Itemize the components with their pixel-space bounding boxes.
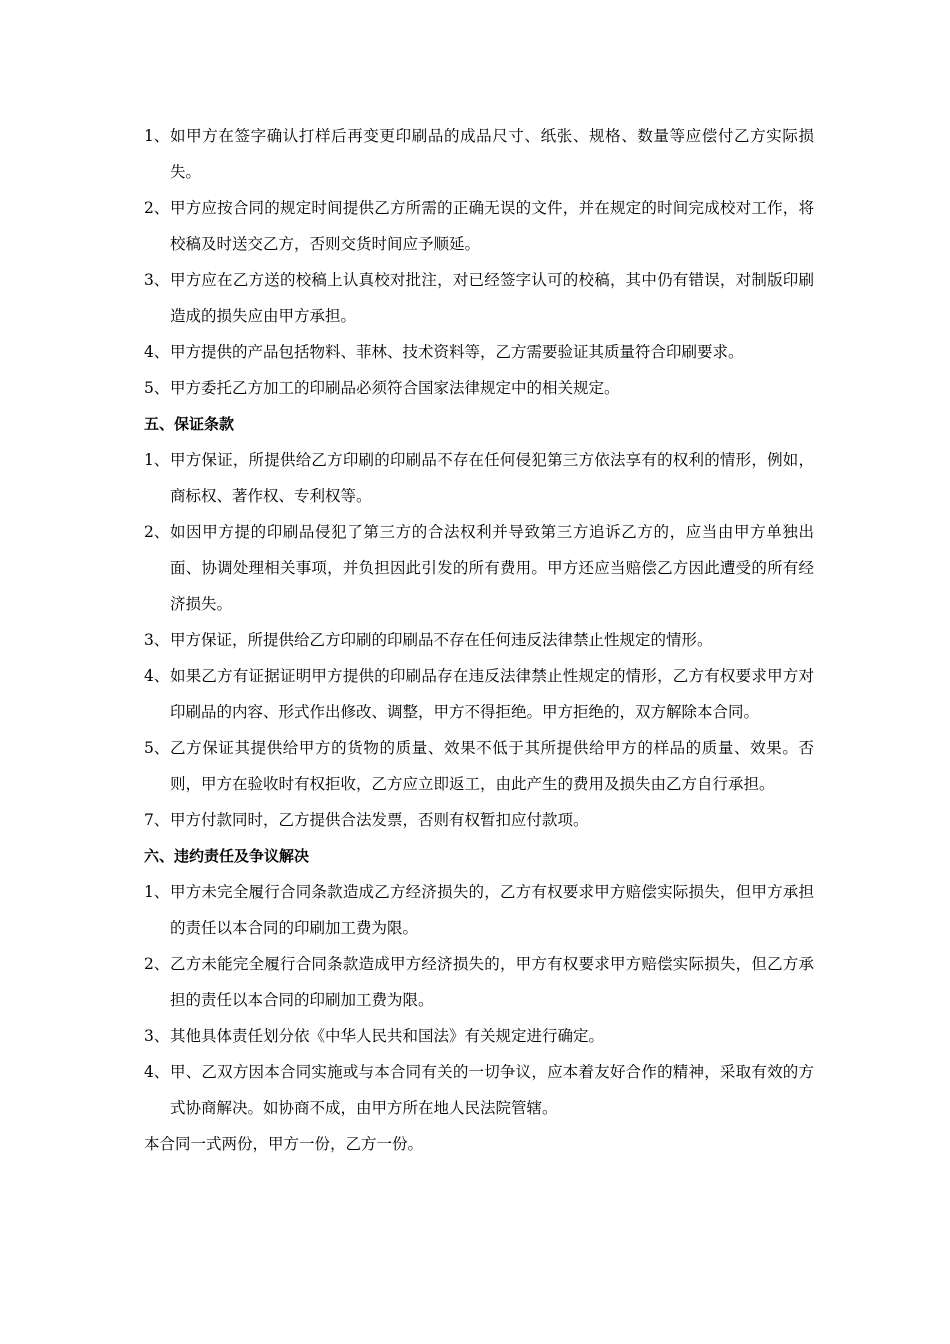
clause-text: 其他具体责任划分依《中华人民共和国法》有关规定进行确定。 (170, 1027, 605, 1045)
clause-5-2 (144, 514, 814, 622)
clause-text: 甲方保证，所提供给乙方印刷的印刷品不存在任何违反法律禁止性规定的情形。 (170, 631, 713, 649)
clause-5-4 (144, 658, 814, 730)
clause-4-1 (144, 118, 814, 190)
clause-number: 4、 (144, 343, 170, 361)
clause-text: 甲方未完全履行合同条款造成乙方经济损失的，乙方有权要求甲方赔偿实际损失，但甲方承担的责任以本合同的印刷加工费为限。 (170, 883, 814, 937)
clause-text: 乙方保证其提供给甲方的货物的质量、效果不低于其所提供给甲方的样品的质量、效果。否则，甲方在验收时有权拒收，乙方应立即返工，由此产生的费用及损失由乙方自行承担。 (170, 739, 814, 793)
clause-6-3 (144, 1018, 814, 1054)
contract-body (144, 118, 814, 1162)
clause-text: 甲方提供的产品包括物料、菲林、技术资料等，乙方需要验证其质量符合印刷要求。 (170, 343, 744, 361)
section-heading-guarantee: 五、保证条款 (144, 415, 235, 433)
clause-text: 甲方保证，所提供给乙方印刷的印刷品不存在任何侵犯第三方依法享有的权利的情形，例如，商标权、著作权、专利权等。 (170, 451, 814, 505)
clause-4-4 (144, 334, 814, 370)
section-heading-liability: 六、违约责任及争议解决 (144, 847, 310, 865)
clause-text: 甲方应在乙方送的校稿上认真校对批注，对已经签字认可的校稿，其中仍有错误，对制版印刷造成的损失应由甲方承担。 (170, 271, 814, 325)
clause-number: 2、 (144, 955, 170, 973)
clause-text: 如果乙方有证据证明甲方提供的印刷品存在违反法律禁止性规定的情形，乙方有权要求甲方对印刷品的内容、形式作出修改、调整，甲方不得拒绝。甲方拒绝的，双方解除本合同。 (170, 667, 814, 721)
clause-text: 如甲方在签字确认打样后再变更印刷品的成品尺寸、纸张、规格、数量等应偿付乙方实际损失。 (170, 127, 814, 181)
clause-5-7 (144, 802, 814, 838)
clause-number: 1、 (144, 451, 170, 469)
clause-text: 甲、乙双方因本合同实施或与本合同有关的一切争议，应本着友好合作的精神，采取有效的方式协商解决。如协商不成，由甲方所在地人民法院管辖。 (170, 1063, 814, 1117)
clause-number: 3、 (144, 271, 170, 289)
clause-number: 5、 (144, 739, 170, 757)
clause-number: 4、 (144, 667, 170, 685)
clause-text: 乙方未能完全履行合同条款造成甲方经济损失的，甲方有权要求甲方赔偿实际损失，但乙方承担的责任以本合同的印刷加工费为限。 (170, 955, 814, 1009)
clause-number: 7、 (144, 811, 170, 829)
clause-text: 甲方委托乙方加工的印刷品必须符合国家法律规定中的相关规定。 (170, 379, 620, 397)
clause-4-5 (144, 370, 814, 406)
clause-6-4 (144, 1054, 814, 1126)
clause-number: 3、 (144, 1027, 170, 1045)
clause-5-5 (144, 730, 814, 802)
clause-number: 2、 (144, 199, 170, 217)
clause-number: 5、 (144, 379, 170, 397)
clause-4-2 (144, 190, 814, 262)
clause-text: 甲方应按合同的规定时间提供乙方所需的正确无误的文件，并在规定的时间完成校对工作，将校稿及时送交乙方，否则交货时间应予顺延。 (170, 199, 814, 253)
clause-4-3 (144, 262, 814, 334)
clause-number: 2、 (144, 523, 170, 541)
clause-number: 3、 (144, 631, 170, 649)
clause-5-3 (144, 622, 814, 658)
clause-6-1 (144, 874, 814, 946)
clause-text: 甲方付款同时，乙方提供合法发票，否则有权暂扣应付款项。 (170, 811, 589, 829)
clause-number: 1、 (144, 127, 170, 145)
clause-5-1 (144, 442, 814, 514)
clause-number: 4、 (144, 1063, 170, 1081)
clause-text: 如因甲方提的印刷品侵犯了第三方的合法权利并导致第三方追诉乙方的，应当由甲方单独出面、协调处理相关事项，并负担因此引发的所有费用。甲方还应当赔偿乙方因此遭受的所有经济损失。 (170, 523, 814, 613)
closing-statement: 本合同一式两份，甲方一份，乙方一份。 (144, 1135, 424, 1153)
clause-6-2 (144, 946, 814, 1018)
clause-number: 1、 (144, 883, 170, 901)
